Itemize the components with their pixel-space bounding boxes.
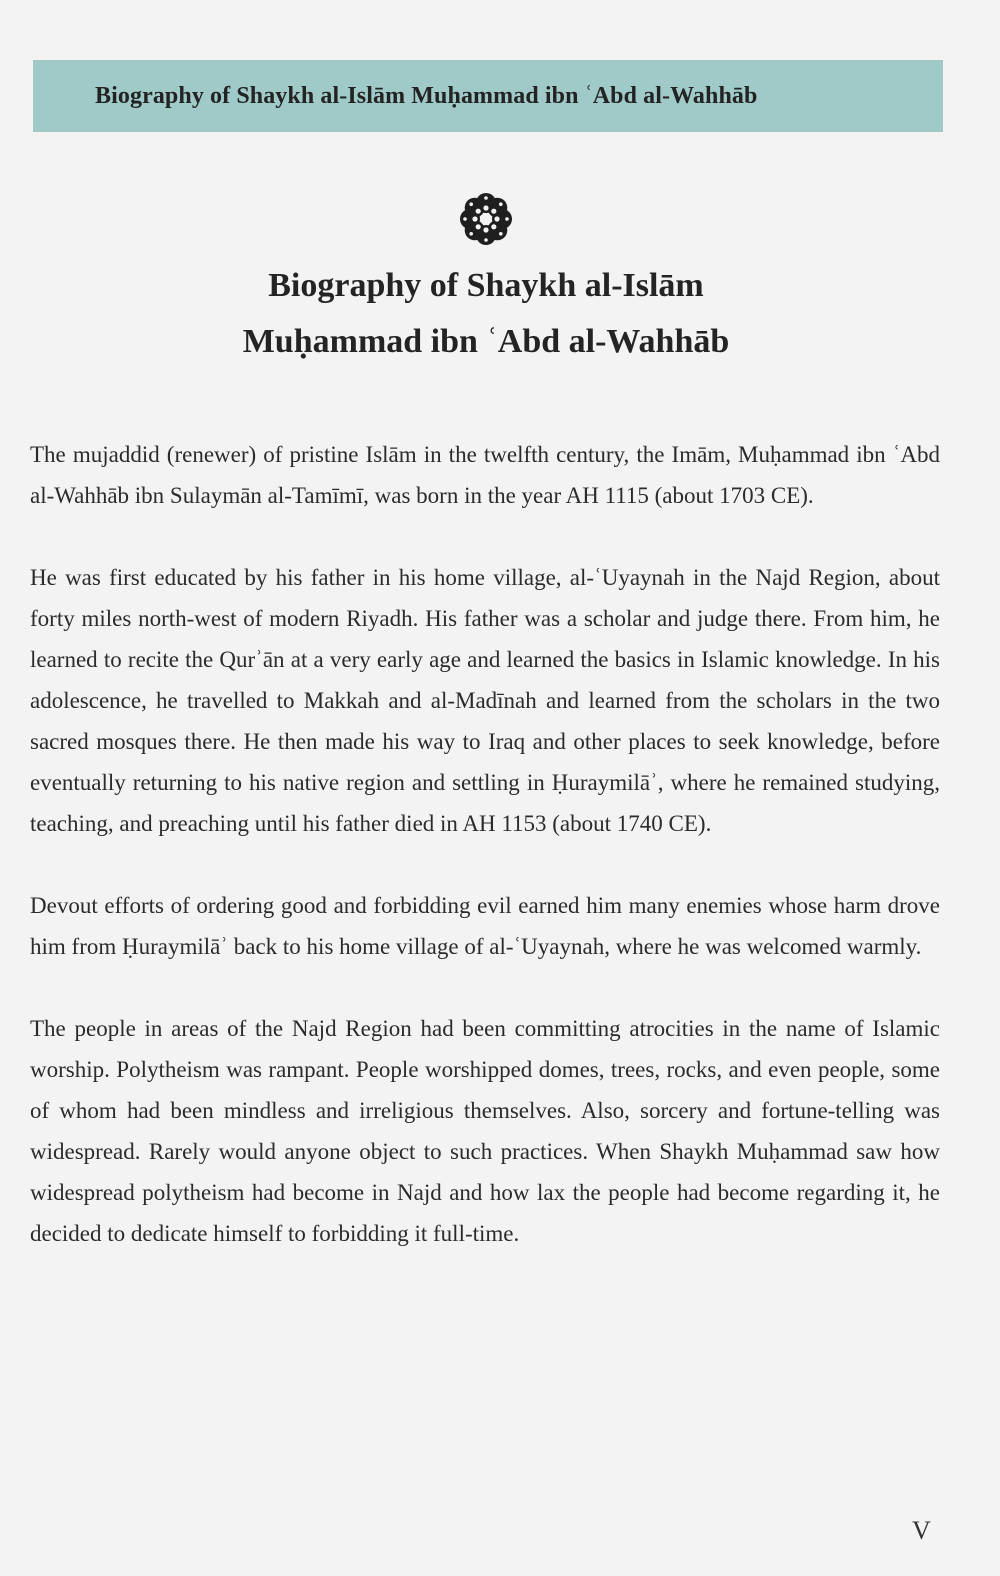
running-header-band — [33, 60, 943, 132]
chapter-title-line-1: Biography of Shaykh al-Islām — [268, 267, 704, 304]
body-text — [30, 434, 940, 1295]
paragraph-1: The mujaddid (renewer) of pristine Islām in the twelfth century, the Imām, Muḥammad ibn ʿAbd al-Wahhāb ibn Sulaymān al-Tamīmī, was born in the year AH 1115 (about 1703 CE). — [30, 442, 940, 508]
chapter-title-line-2: Muḥammad ibn ʿAbd al-Wahhāb — [242, 323, 730, 360]
paragraph-2: He was first educated by his father in his home village, al-ʿUyaynah in the Najd Region, about forty miles north-west of modern Riyadh. His father was a scholar and judge there. From him, he learned to recite the Qurʾān at a very early age and learned the basics in Islamic knowledge. In his adolescence, he travelled to Makkah and al-Madīnah and learned from the scholars in the two sacred mosques there. He then made his way to Iraq and other places to seek knowledge, before eventually returning to his native region and settling in Ḥuraymilāʾ, where he remained studying, teaching, and preaching until his father died in AH 1153 (about 1740 CE). — [30, 565, 940, 836]
page-number: V — [912, 1516, 931, 1545]
chapter-title — [0, 258, 972, 370]
rosette-ornament-icon — [454, 187, 518, 251]
paragraph-4: The people in areas of the Najd Region had been committing atrocities in the name of Islamic worship. Polytheism was rampant. People worshipped domes, trees, rocks, and even people, some of whom had been mindless and irreligious themselves. Also, sorcery and fortune-telling was widespread. Rarely would anyone object to such practices. When Shaykh Muḥammad saw how widespread polytheism had become in Najd and how lax the people had become regarding it, he decided to dedicate himself to forbidding it full-time. — [30, 1016, 940, 1246]
running-header: Biography of Shaykh al-Islām Muḥammad ibn ʿAbd al-Wahhāb — [95, 82, 758, 109]
paragraph-3: Devout efforts of ordering good and forbidding evil earned him many enemies whose harm drove him from Ḥuraymilāʾ back to his home village of al-ʿUyaynah, where he was welcomed warmly. — [30, 893, 940, 959]
